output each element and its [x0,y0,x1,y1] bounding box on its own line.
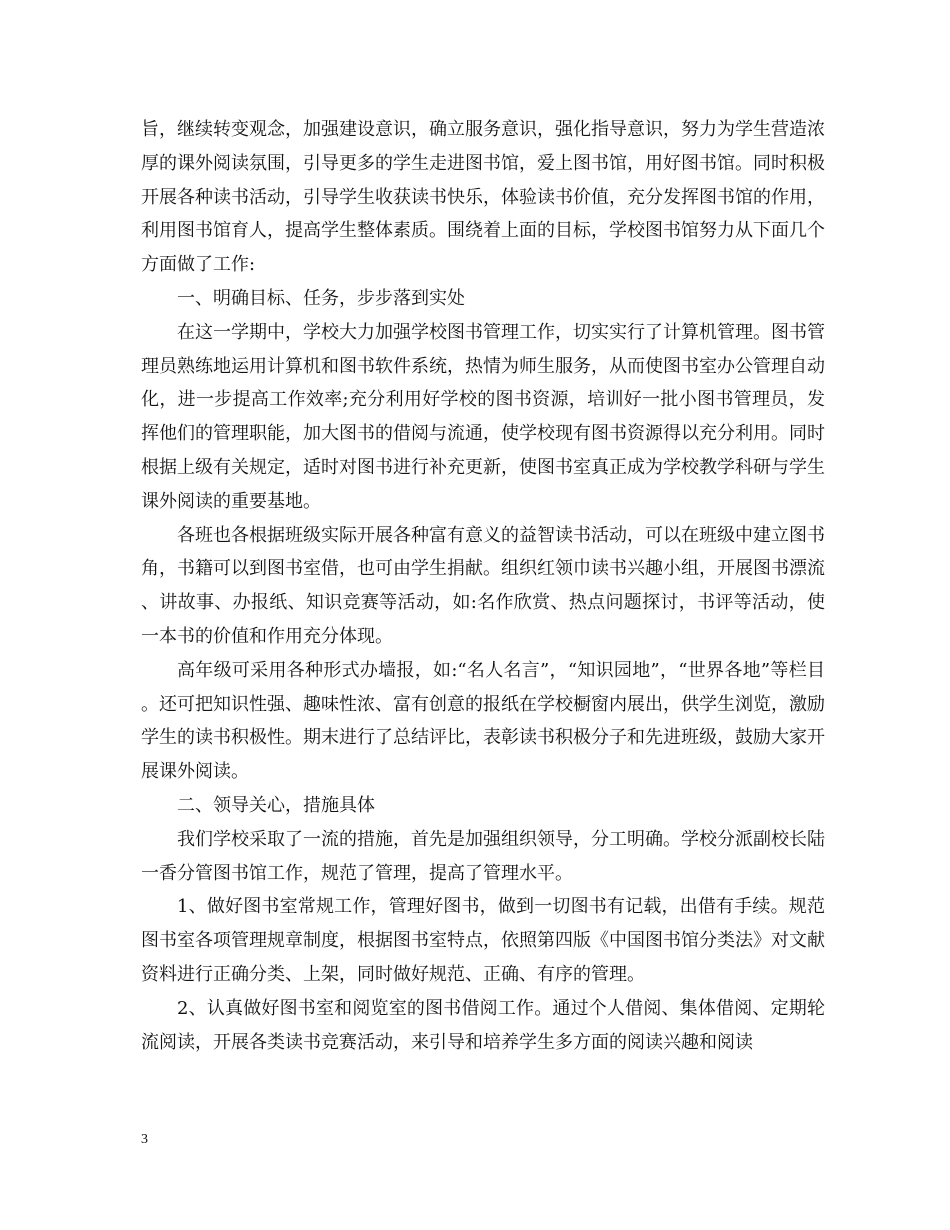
paragraph: 各班也各根据班级实际开展各种富有意义的益智读书活动，可以在班级中建立图书角，书籍可以到图书室借，也可由学生捐献。组织红领巾读书兴趣小组，开展图书漂流、讲故事、办报纸、知识竞赛等活动，如:名作欣赏、热点问题探讨，书评等活动，使一本书的价值和作用充分体现。 [141,524,825,647]
paragraph: 旨，继续转变观念，加强建设意识，确立服务意识，强化指导意识，努力为学生营造浓厚的课外阅读氛围，引导更多的学生走进图书馆，爱上图书馆，用好图书馆。同时积极开展各种读书活动，引导学生收获读书快乐，体验读书价值，充分发挥图书馆的作用，利用图书馆育人，提高学生整体素质。围绕着上面的目标，学校图书馆努力从下面几个方面做了工作: [141,119,825,276]
paragraph: 我们学校采取了一流的措施，首先是加强组织领导，分工明确。学校分派副校长陆一香分管图书馆工作，规范了管理，提高了管理水平。 [141,828,825,884]
page-number: 3 [141,1132,148,1147]
section-heading: 一、明确目标、任务，步步落到实处 [177,287,465,309]
paragraph: 高年级可采用各种形式办墙报，如:“名人名言”，“知识园地”，“世界各地”等栏目。还可把知识性强、趣味性浓、富有创意的报纸在学校橱窗内展出，供学生浏览，激励学生的读书积极性。期末进行了总结评比，表彰读书积极分子和先进班级，鼓励大家开展课外阅读。 [141,659,825,783]
paragraph: 在这一学期中，学校大力加强学校图书管理工作，切实实行了计算机管理。图书管理员熟练地运用计算机和图书软件系统，热情为师生服务，从而使图书室办公管理自动化，进一步提高工作效率;充分利用好学校的图书资源，培训好一批小图书管理员，发挥他们的管理职能，加大图书的借阅与流通，使学校现有图书资源得以充分利用。同时根据上级有关规定，适时对图书进行补充更新，使图书室真正成为学校教学科研与学生课外阅读的重要基地。 [141,321,825,512]
section-heading: 二、领导关心，措施具体 [177,794,375,816]
paragraph: 2、认真做好图书室和阅览室的图书借阅工作。通过个人借阅、集体借阅、定期轮流阅读，开展各类读书竞赛活动，来引导和培养学生多方面的阅读兴趣和阅读 [141,997,825,1053]
paragraph: 1、做好图书室常规工作，管理好图书，做到一切图书有记载，出借有手续。规范图书室各项管理规章制度，根据图书室特点，依照第四版《中国图书馆分类法》对文献资料进行正确分类、上架，同时做好规范、正确、有序的管理。 [141,896,825,985]
document-body [141,113,825,1059]
